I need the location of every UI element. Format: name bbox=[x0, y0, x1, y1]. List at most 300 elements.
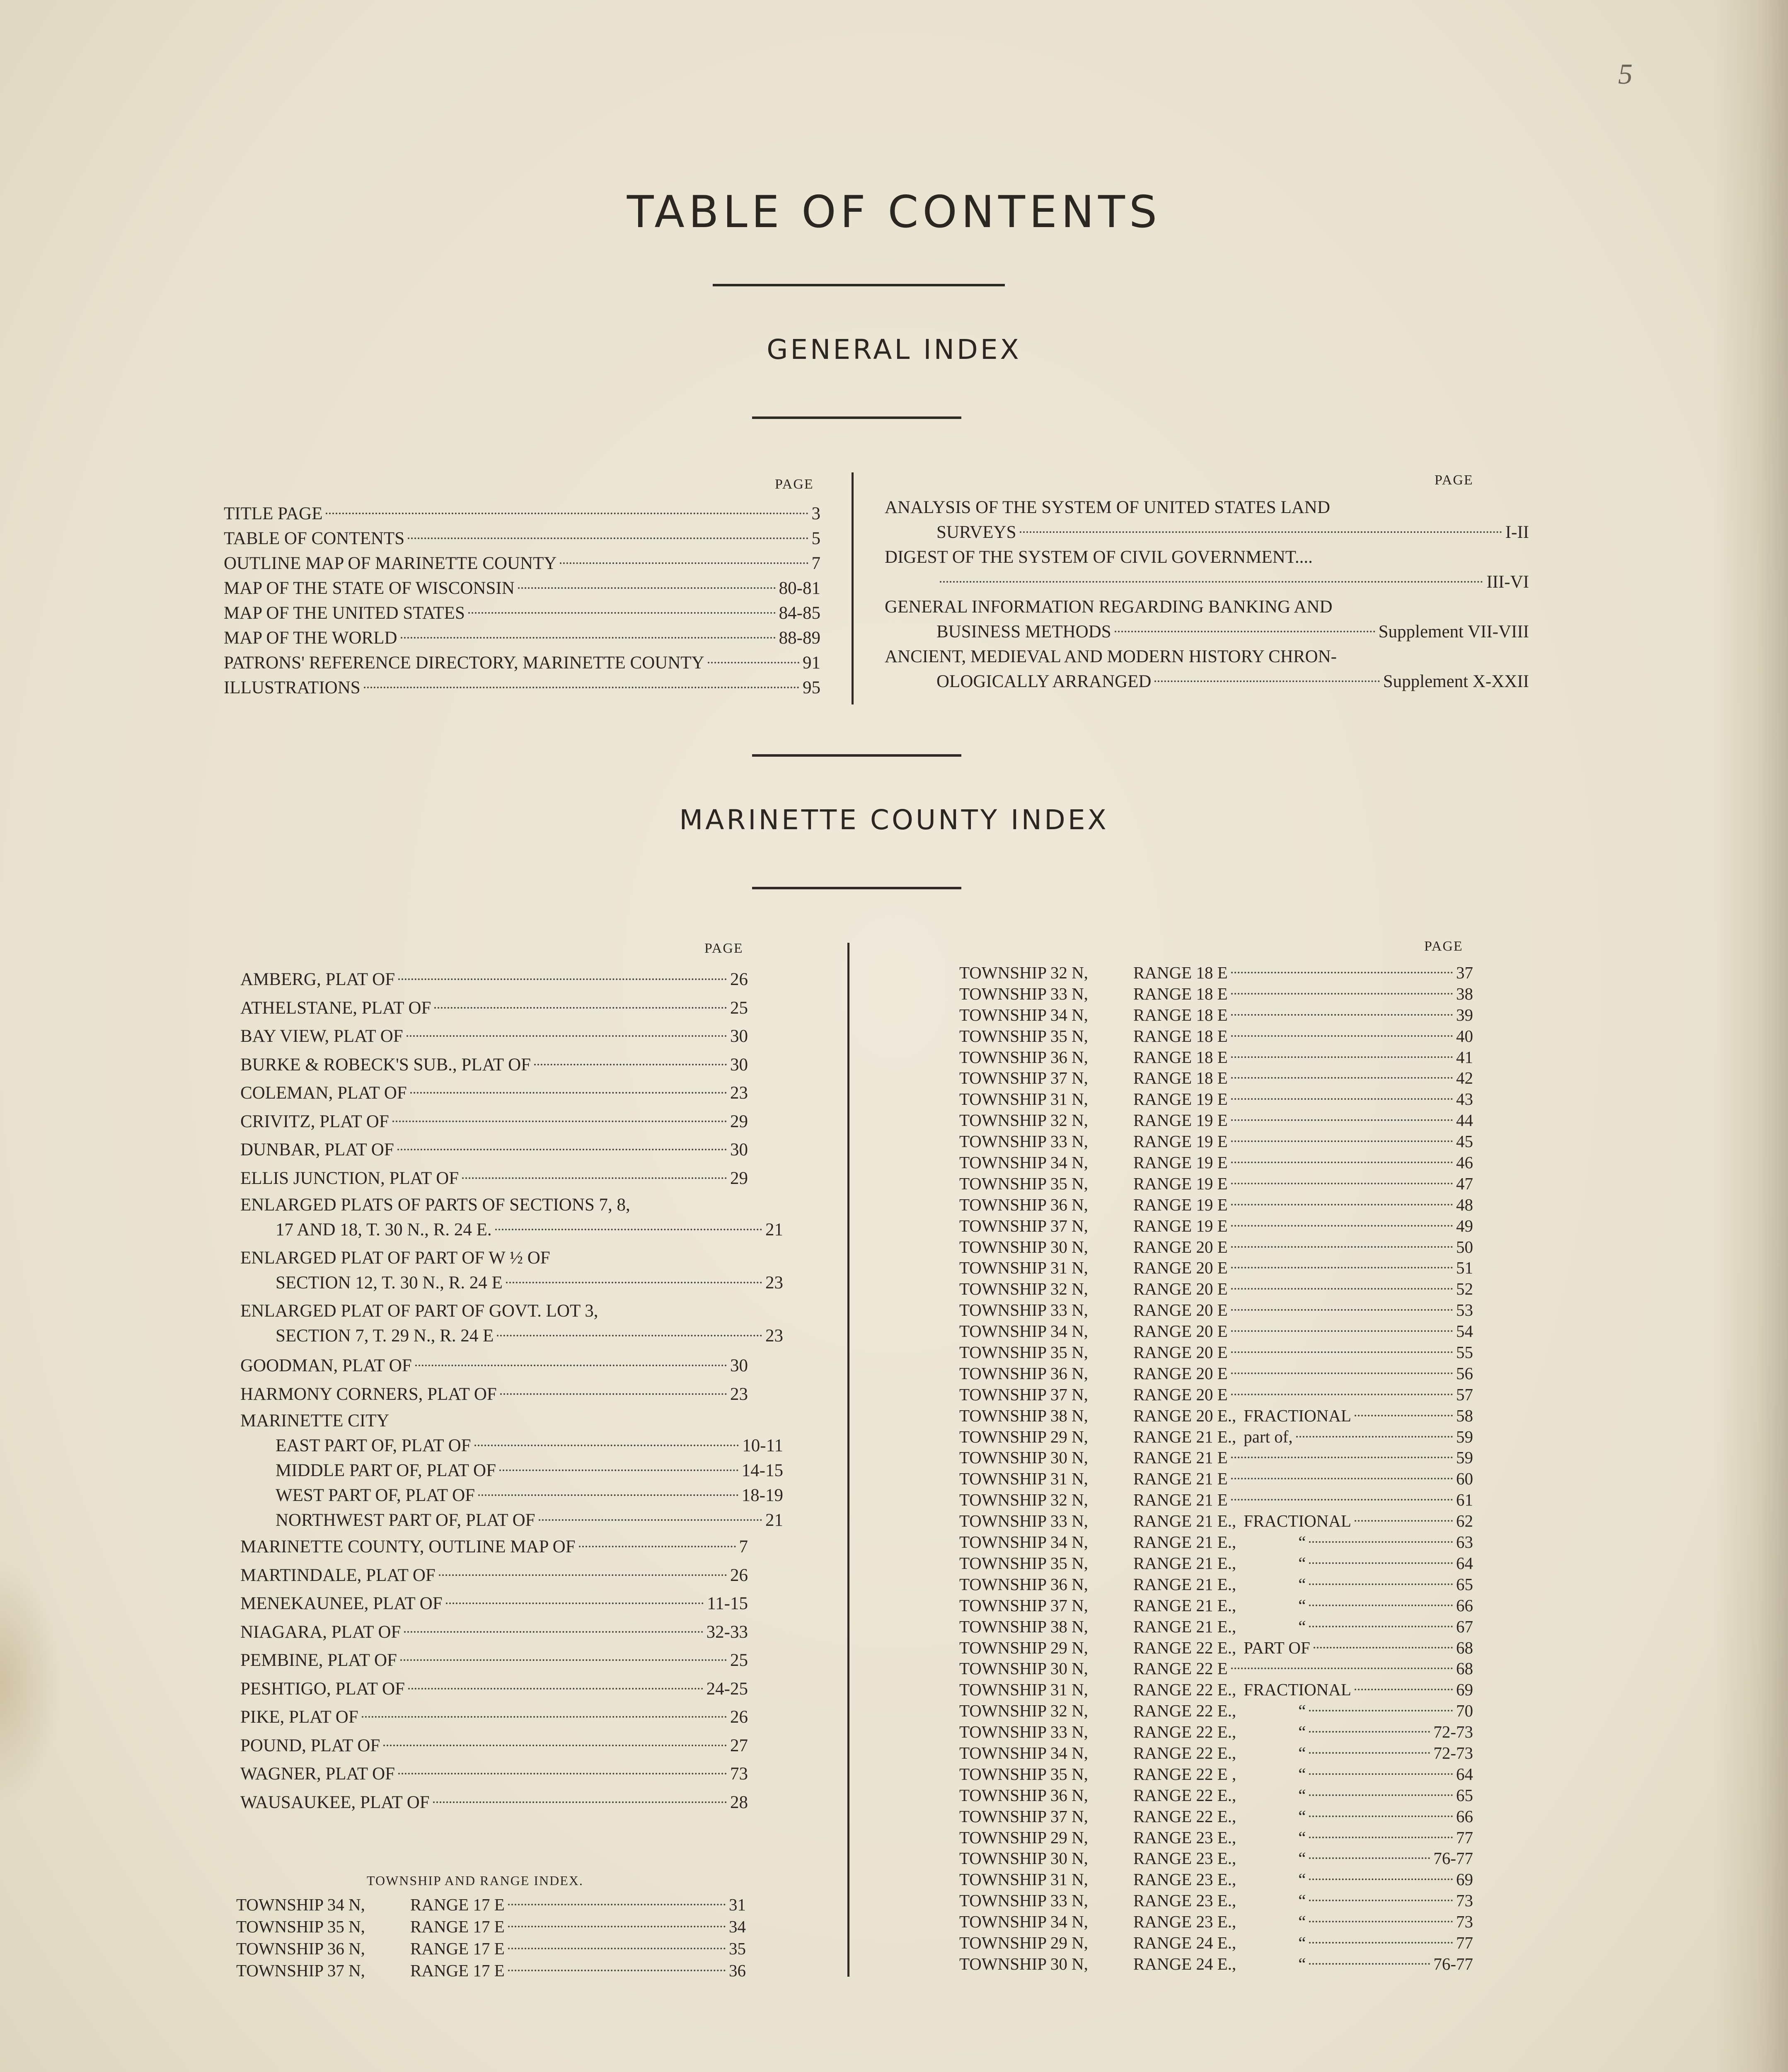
township-entry bbox=[959, 1785, 1473, 1806]
range-number: RANGE 20 E bbox=[1133, 1322, 1228, 1341]
township-entry bbox=[959, 1489, 1473, 1510]
township-entry bbox=[959, 1869, 1473, 1890]
range-number: RANGE 17 E bbox=[410, 1895, 505, 1914]
entry-label: WAUSAUKEE, PLAT OF bbox=[240, 1792, 430, 1812]
dot-leader bbox=[408, 537, 808, 539]
range-number: RANGE 23 E., bbox=[1133, 1828, 1236, 1847]
dot-leader bbox=[1231, 1098, 1453, 1100]
dot-leader bbox=[1355, 1689, 1453, 1690]
entry-note: PART OF bbox=[1244, 1638, 1310, 1657]
entry-note: “ bbox=[1298, 1553, 1306, 1573]
township-entry bbox=[959, 1215, 1473, 1237]
entry-label: COLEMAN, PLAT OF bbox=[240, 1083, 407, 1103]
range-number: RANGE 18 E bbox=[1133, 984, 1228, 1003]
township-number: TOWNSHIP 37 N, bbox=[236, 1961, 365, 1980]
entry-page: 14-15 bbox=[741, 1461, 783, 1480]
dot-leader bbox=[1231, 1330, 1453, 1332]
toc-entry bbox=[240, 1324, 783, 1348]
entry-note: FRACTIONAL bbox=[1244, 1680, 1351, 1699]
township-entry bbox=[959, 962, 1473, 983]
township-number: TOWNSHIP 31 N, bbox=[959, 1870, 1088, 1889]
toc-entry bbox=[240, 1380, 748, 1409]
dot-leader bbox=[415, 1365, 727, 1366]
township-number: TOWNSHIP 35 N, bbox=[236, 1917, 365, 1936]
entry-page: 59 bbox=[1456, 1427, 1473, 1446]
entry-page: 70 bbox=[1456, 1701, 1473, 1721]
township-entry bbox=[959, 1173, 1473, 1194]
entry-page: 58 bbox=[1456, 1406, 1473, 1425]
township-entry bbox=[959, 1616, 1473, 1637]
entry-label: ATHELSTANE, PLAT OF bbox=[240, 998, 431, 1018]
toc-entry bbox=[240, 1136, 748, 1164]
township-number: TOWNSHIP 34 N, bbox=[236, 1895, 365, 1914]
toc-entry-line: GENERAL INFORMATION REGARDING BANKING AND bbox=[885, 597, 1333, 617]
dot-leader bbox=[495, 1229, 762, 1230]
township-right-list bbox=[959, 962, 1473, 1975]
entry-page: 69 bbox=[1456, 1870, 1473, 1889]
range-number: RANGE 20 E bbox=[1133, 1343, 1228, 1362]
entry-label: TITLE PAGE bbox=[224, 504, 323, 523]
page-column-label: PAGE bbox=[704, 941, 743, 956]
range-number: RANGE 19 E bbox=[1133, 1111, 1228, 1130]
dot-leader bbox=[362, 1716, 727, 1718]
entry-label: BUSINESS METHODS bbox=[936, 622, 1111, 641]
township-entry bbox=[959, 1953, 1473, 1975]
township-number: TOWNSHIP 36 N, bbox=[959, 1785, 1088, 1805]
dot-leader bbox=[508, 1904, 726, 1905]
township-number: TOWNSHIP 34 N, bbox=[959, 1153, 1088, 1172]
dot-leader bbox=[1309, 1562, 1453, 1564]
entry-note: FRACTIONAL bbox=[1244, 1511, 1351, 1531]
township-number: TOWNSHIP 37 N, bbox=[959, 1806, 1088, 1826]
entry-page: 57 bbox=[1456, 1385, 1473, 1404]
entry-page: 25 bbox=[730, 998, 748, 1018]
entry-label: AMBERG, PLAT OF bbox=[240, 970, 395, 989]
entry-page: 73 bbox=[730, 1764, 748, 1784]
township-number: TOWNSHIP 37 N, bbox=[959, 1385, 1088, 1404]
dot-leader bbox=[1309, 1541, 1453, 1543]
toc-entry bbox=[240, 1533, 748, 1561]
dot-leader bbox=[1231, 1309, 1453, 1311]
entry-label: MENEKAUNEE, PLAT OF bbox=[240, 1594, 443, 1613]
range-number: RANGE 24 E., bbox=[1133, 1954, 1236, 1973]
dot-leader bbox=[434, 1007, 727, 1009]
dot-leader bbox=[1231, 1056, 1453, 1058]
entry-page: 53 bbox=[1456, 1300, 1473, 1320]
dot-leader bbox=[1309, 1857, 1430, 1859]
township-number: TOWNSHIP 30 N, bbox=[959, 1954, 1088, 1973]
township-number: TOWNSHIP 38 N, bbox=[959, 1617, 1088, 1636]
entry-page: 23 bbox=[730, 1384, 748, 1404]
dot-leader bbox=[508, 1948, 726, 1949]
dot-leader bbox=[1231, 1499, 1453, 1501]
township-entry bbox=[959, 1637, 1473, 1658]
dot-leader bbox=[1309, 1921, 1453, 1922]
dot-leader bbox=[1231, 1478, 1453, 1479]
entry-page: 60 bbox=[1456, 1469, 1473, 1489]
entry-page: 66 bbox=[1456, 1595, 1473, 1615]
dot-leader bbox=[508, 1970, 726, 1971]
entry-label: MAP OF THE STATE OF WISCONSIN bbox=[224, 579, 515, 598]
entry-note: “ bbox=[1298, 1764, 1306, 1784]
dot-leader bbox=[1309, 1583, 1453, 1585]
entry-label: BURKE & ROBECK'S SUB., PLAT OF bbox=[240, 1055, 531, 1075]
township-number: TOWNSHIP 34 N, bbox=[959, 1005, 1088, 1024]
entry-label: POUND, PLAT OF bbox=[240, 1736, 380, 1755]
range-number: RANGE 17 E bbox=[410, 1939, 505, 1958]
township-number: TOWNSHIP 32 N, bbox=[959, 1490, 1088, 1510]
dot-leader bbox=[1231, 1035, 1453, 1037]
dot-leader bbox=[408, 1688, 703, 1690]
entry-page: 21 bbox=[765, 1220, 783, 1239]
entry-label: GOODMAN, PLAT OF bbox=[240, 1356, 412, 1375]
page-title: TABLE OF CONTENTS bbox=[627, 186, 1161, 237]
entry-page: Supplement X-XXII bbox=[1383, 672, 1529, 691]
entry-page: 27 bbox=[730, 1736, 748, 1755]
township-entry bbox=[959, 1067, 1473, 1089]
dot-leader bbox=[404, 1631, 703, 1633]
township-entry bbox=[959, 1005, 1473, 1026]
range-number: RANGE 22 E., bbox=[1133, 1722, 1236, 1742]
toc-entry bbox=[224, 651, 820, 675]
township-range-heading: TOWNSHIP AND RANGE INDEX. bbox=[367, 1873, 583, 1888]
township-number: TOWNSHIP 37 N, bbox=[959, 1068, 1088, 1088]
township-number: TOWNSHIP 32 N, bbox=[959, 1279, 1088, 1299]
township-number: TOWNSHIP 33 N, bbox=[959, 1891, 1088, 1910]
entry-page: 29 bbox=[730, 1168, 748, 1188]
entry-page: 68 bbox=[1456, 1659, 1473, 1678]
page-column-label: PAGE bbox=[775, 477, 814, 492]
toc-entry bbox=[240, 1590, 748, 1618]
township-entry bbox=[959, 1342, 1473, 1363]
page-column-label: PAGE bbox=[1424, 939, 1463, 954]
toc-entry bbox=[240, 1164, 748, 1193]
toc-entry-line: ENLARGED PLATS OF PARTS OF SECTIONS 7, 8, bbox=[240, 1195, 630, 1215]
toc-entry bbox=[224, 626, 820, 651]
township-number: TOWNSHIP 32 N, bbox=[959, 1701, 1088, 1721]
entry-note: part of, bbox=[1244, 1427, 1293, 1446]
entry-page: 28 bbox=[730, 1792, 748, 1812]
township-number: TOWNSHIP 36 N, bbox=[959, 1195, 1088, 1214]
entry-page: 7 bbox=[811, 554, 820, 573]
range-number: RANGE 20 E., bbox=[1133, 1406, 1236, 1425]
dot-leader bbox=[500, 1393, 727, 1395]
range-number: RANGE 22 E., bbox=[1133, 1743, 1236, 1762]
entry-page: 41 bbox=[1456, 1047, 1473, 1067]
dot-leader bbox=[1231, 1225, 1453, 1227]
range-number: RANGE 23 E., bbox=[1133, 1891, 1236, 1910]
entry-label: CRIVITZ, PLAT OF bbox=[240, 1111, 389, 1131]
entry-note: “ bbox=[1298, 1891, 1306, 1910]
township-entry bbox=[959, 1131, 1473, 1152]
dot-leader bbox=[1309, 1731, 1430, 1733]
dot-leader bbox=[364, 687, 799, 688]
dot-leader bbox=[1231, 1267, 1453, 1268]
entry-page: 43 bbox=[1456, 1089, 1473, 1109]
township-number: TOWNSHIP 31 N, bbox=[959, 1258, 1088, 1278]
entry-page: 65 bbox=[1456, 1574, 1473, 1594]
range-number: RANGE 20 E bbox=[1133, 1385, 1228, 1404]
toc-entry bbox=[885, 620, 1529, 644]
page-edge-shading bbox=[1713, 0, 1788, 2072]
township-entry bbox=[959, 1194, 1473, 1215]
range-number: RANGE 17 E bbox=[410, 1961, 505, 1980]
township-entry bbox=[959, 1806, 1473, 1827]
dot-leader bbox=[478, 1494, 738, 1496]
entry-label: TABLE OF CONTENTS bbox=[224, 529, 405, 548]
dot-leader bbox=[1309, 1837, 1453, 1838]
dot-leader bbox=[398, 978, 727, 980]
township-number: TOWNSHIP 30 N, bbox=[959, 1659, 1088, 1678]
toc-entry bbox=[240, 1760, 748, 1789]
township-number: TOWNSHIP 31 N, bbox=[959, 1680, 1088, 1699]
township-entry bbox=[959, 1384, 1473, 1405]
dot-leader bbox=[1309, 1773, 1453, 1775]
entry-page: 5 bbox=[811, 529, 820, 548]
toc-entry bbox=[240, 1483, 827, 1508]
entry-page: 95 bbox=[803, 678, 820, 697]
toc-entry bbox=[240, 1458, 827, 1483]
section-rule bbox=[752, 754, 961, 757]
range-number: RANGE 20 E bbox=[1133, 1258, 1228, 1278]
entry-label: WAGNER, PLAT OF bbox=[240, 1764, 395, 1784]
township-entry bbox=[959, 1237, 1473, 1258]
general-index-rule bbox=[752, 416, 961, 419]
dot-leader bbox=[468, 612, 776, 614]
entry-page: 84-85 bbox=[779, 603, 820, 623]
dot-leader bbox=[462, 1177, 727, 1179]
toc-entry bbox=[224, 501, 820, 526]
entry-page: 38 bbox=[1456, 984, 1473, 1003]
township-number: TOWNSHIP 32 N, bbox=[959, 963, 1088, 982]
township-number: TOWNSHIP 33 N, bbox=[959, 1722, 1088, 1742]
range-number: RANGE 20 E bbox=[1133, 1300, 1228, 1320]
township-entry bbox=[959, 1278, 1473, 1300]
dot-leader bbox=[1231, 1183, 1453, 1184]
dot-leader bbox=[1309, 1900, 1453, 1901]
dot-leader bbox=[1154, 680, 1379, 682]
dot-leader bbox=[1309, 1752, 1430, 1754]
entry-note: “ bbox=[1298, 1743, 1306, 1762]
dot-leader bbox=[1231, 1140, 1453, 1142]
entry-page: 88-89 bbox=[779, 628, 820, 648]
entry-label: MARINETTE COUNTY, OUTLINE MAP OF bbox=[240, 1537, 576, 1556]
entry-label: ILLUSTRATIONS bbox=[224, 678, 361, 697]
township-number: TOWNSHIP 30 N, bbox=[959, 1448, 1088, 1467]
range-number: RANGE 17 E bbox=[410, 1917, 505, 1936]
dot-leader bbox=[397, 1149, 727, 1150]
township-entry bbox=[959, 1721, 1473, 1743]
entry-label: SECTION 7, T. 29 N., R. 24 E bbox=[276, 1326, 494, 1346]
entry-page: 40 bbox=[1456, 1026, 1473, 1046]
entry-page: 73 bbox=[1456, 1891, 1473, 1910]
township-entry bbox=[959, 1089, 1473, 1110]
township-number: TOWNSHIP 34 N, bbox=[959, 1912, 1088, 1932]
dot-leader bbox=[1231, 1668, 1453, 1669]
entry-label: 17 AND 18, T. 30 N., R. 24 E. bbox=[276, 1220, 492, 1239]
township-entry bbox=[959, 1405, 1473, 1426]
range-number: RANGE 21 E., bbox=[1133, 1532, 1236, 1552]
dot-leader bbox=[1309, 1605, 1453, 1606]
entry-page: III-VI bbox=[1486, 572, 1529, 592]
township-number: TOWNSHIP 35 N, bbox=[959, 1343, 1088, 1362]
township-number: TOWNSHIP 34 N, bbox=[959, 1322, 1088, 1341]
entry-note: “ bbox=[1298, 1870, 1306, 1889]
entry-page: 49 bbox=[1456, 1216, 1473, 1235]
township-entry bbox=[959, 1257, 1473, 1278]
township-entry bbox=[959, 1026, 1473, 1047]
entry-note: “ bbox=[1298, 1954, 1306, 1973]
entry-page: 59 bbox=[1456, 1448, 1473, 1467]
township-number: TOWNSHIP 29 N, bbox=[959, 1427, 1088, 1446]
range-number: RANGE 22 E., bbox=[1133, 1701, 1236, 1721]
toc-entry bbox=[240, 1079, 748, 1108]
general-index-left-list bbox=[224, 501, 820, 700]
county-index-rule bbox=[752, 887, 961, 889]
range-number: RANGE 21 E bbox=[1133, 1490, 1228, 1510]
entry-page: 35 bbox=[729, 1939, 746, 1958]
range-number: RANGE 23 E., bbox=[1133, 1849, 1236, 1868]
township-number: TOWNSHIP 30 N, bbox=[959, 1849, 1088, 1868]
entry-page: 55 bbox=[1456, 1343, 1473, 1362]
range-number: RANGE 22 E., bbox=[1133, 1785, 1236, 1805]
dot-leader bbox=[506, 1282, 762, 1283]
toc-entry bbox=[240, 994, 748, 1023]
entry-label: PIKE, PLAT OF bbox=[240, 1707, 358, 1727]
entry-page: 30 bbox=[730, 1356, 748, 1375]
county-index-heading: MARINETTE COUNTY INDEX bbox=[679, 804, 1109, 836]
township-entry bbox=[959, 1047, 1473, 1068]
township-number: TOWNSHIP 37 N, bbox=[959, 1595, 1088, 1615]
entry-page: 26 bbox=[730, 970, 748, 989]
entry-page: 30 bbox=[730, 1026, 748, 1046]
township-entry bbox=[959, 1932, 1473, 1953]
dot-leader bbox=[708, 662, 799, 663]
entry-page: 72-73 bbox=[1433, 1722, 1473, 1742]
toc-entry bbox=[224, 526, 820, 551]
county-index-left-list bbox=[240, 966, 783, 1817]
range-number: RANGE 21 E., bbox=[1133, 1595, 1236, 1615]
township-entry bbox=[959, 1300, 1473, 1321]
dot-leader bbox=[539, 1519, 762, 1521]
entry-note: “ bbox=[1298, 1849, 1306, 1868]
township-number: TOWNSHIP 35 N, bbox=[959, 1764, 1088, 1784]
township-number: TOWNSHIP 33 N, bbox=[959, 1300, 1088, 1320]
entry-page: 67 bbox=[1456, 1617, 1473, 1636]
range-number: RANGE 19 E bbox=[1133, 1195, 1228, 1214]
entry-label: SECTION 12, T. 30 N., R. 24 E bbox=[276, 1273, 503, 1293]
entry-note: “ bbox=[1298, 1617, 1306, 1636]
dot-leader bbox=[560, 562, 808, 564]
entry-page: 18-19 bbox=[741, 1486, 783, 1505]
township-entry bbox=[959, 1553, 1473, 1574]
range-number: RANGE 24 E., bbox=[1133, 1933, 1236, 1952]
toc-entry bbox=[224, 675, 820, 700]
township-number: TOWNSHIP 36 N, bbox=[959, 1047, 1088, 1067]
range-number: RANGE 21 E bbox=[1133, 1448, 1228, 1467]
entry-page: 26 bbox=[730, 1565, 748, 1585]
entry-page: 65 bbox=[1456, 1785, 1473, 1805]
entry-page: 66 bbox=[1456, 1806, 1473, 1826]
entry-note: “ bbox=[1298, 1806, 1306, 1826]
entry-note: “ bbox=[1298, 1532, 1306, 1552]
toc-entry-line: ENLARGED PLAT OF PART OF GOVT. LOT 3, bbox=[240, 1301, 598, 1321]
dot-leader bbox=[326, 513, 808, 514]
page-column-label: PAGE bbox=[1435, 472, 1473, 488]
dot-leader bbox=[410, 1092, 727, 1094]
toc-entry bbox=[240, 1108, 748, 1136]
toc-entry bbox=[224, 551, 820, 576]
entry-label: MAP OF THE UNITED STATES bbox=[224, 603, 465, 623]
range-number: RANGE 21 E., bbox=[1133, 1574, 1236, 1594]
entry-page: 50 bbox=[1456, 1237, 1473, 1256]
township-entry bbox=[959, 1468, 1473, 1489]
dot-leader bbox=[579, 1546, 736, 1547]
entry-page: 29 bbox=[730, 1111, 748, 1131]
township-number: TOWNSHIP 29 N, bbox=[959, 1828, 1088, 1847]
township-number: TOWNSHIP 35 N, bbox=[959, 1026, 1088, 1046]
dot-leader bbox=[1309, 1794, 1453, 1796]
entry-page: 23 bbox=[730, 1083, 748, 1103]
dot-leader bbox=[940, 581, 1483, 583]
township-entry bbox=[236, 1916, 746, 1938]
township-entry bbox=[959, 1764, 1473, 1785]
dot-leader bbox=[433, 1801, 727, 1803]
entry-page: 30 bbox=[730, 1140, 748, 1159]
entry-page: 7 bbox=[739, 1537, 748, 1556]
range-number: RANGE 21 E., bbox=[1133, 1617, 1236, 1636]
range-number: RANGE 20 E bbox=[1133, 1279, 1228, 1299]
entry-page: 68 bbox=[1456, 1638, 1473, 1657]
general-index-right-list bbox=[885, 495, 1529, 694]
dot-leader bbox=[1231, 1162, 1453, 1163]
range-number: RANGE 22 E., bbox=[1133, 1638, 1236, 1657]
entry-label: ELLIS JUNCTION, PLAT OF bbox=[240, 1168, 459, 1188]
toc-entry bbox=[240, 1051, 748, 1080]
township-entry bbox=[959, 1574, 1473, 1595]
range-number: RANGE 20 E bbox=[1133, 1237, 1228, 1256]
toc-entry bbox=[240, 1271, 783, 1295]
entry-page: I-II bbox=[1505, 523, 1529, 542]
dot-leader bbox=[446, 1602, 704, 1604]
township-entry bbox=[959, 1532, 1473, 1553]
dot-leader bbox=[1231, 1372, 1453, 1374]
dot-leader bbox=[392, 1121, 727, 1122]
township-number: TOWNSHIP 37 N, bbox=[959, 1216, 1088, 1235]
dot-leader bbox=[1231, 993, 1453, 995]
range-number: RANGE 19 E bbox=[1133, 1089, 1228, 1109]
township-entry bbox=[959, 1700, 1473, 1721]
entry-page: 3 bbox=[811, 504, 820, 523]
dot-leader bbox=[400, 1659, 727, 1661]
entry-note: “ bbox=[1298, 1595, 1306, 1615]
entry-label: NORTHWEST PART OF, PLAT OF bbox=[276, 1510, 535, 1530]
entry-page: 52 bbox=[1456, 1279, 1473, 1299]
range-number: RANGE 19 E bbox=[1133, 1174, 1228, 1193]
entry-page: 62 bbox=[1456, 1511, 1473, 1531]
entry-page: 73 bbox=[1456, 1912, 1473, 1932]
entry-label: OLOGICALLY ARRANGED bbox=[936, 672, 1152, 691]
dot-leader bbox=[1231, 972, 1453, 973]
dot-leader bbox=[1231, 1204, 1453, 1205]
entry-label: OUTLINE MAP OF MARINETTE COUNTY bbox=[224, 554, 557, 573]
column-divider bbox=[852, 472, 854, 704]
dot-leader bbox=[439, 1574, 727, 1576]
title-rule bbox=[713, 284, 1005, 286]
entry-page: 54 bbox=[1456, 1322, 1473, 1341]
entry-page: 72-73 bbox=[1433, 1743, 1473, 1762]
toc-entry bbox=[240, 1352, 748, 1380]
